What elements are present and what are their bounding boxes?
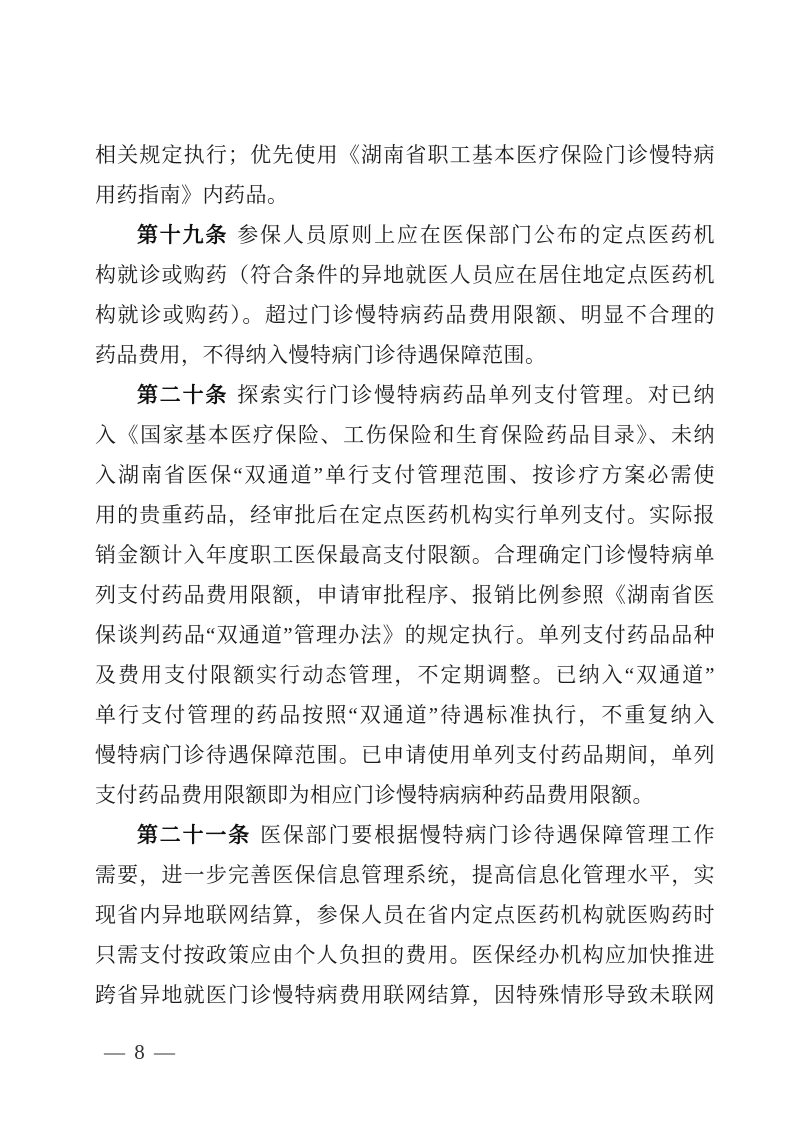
line-text: 入《国家基本医疗保险、工伤保险和生育保险药品目录》、未纳 <box>95 423 715 447</box>
text-body <box>95 135 715 1015</box>
line-text: 构就诊或购药）。超过门诊慢特病药品费用限额、明显不合理的 <box>95 303 715 327</box>
text-line <box>95 455 715 495</box>
text-line <box>95 695 715 735</box>
line-text: 构就诊或购药（符合条件的异地就医人员应在居住地定点医药机 <box>95 263 715 287</box>
text-line <box>95 615 715 655</box>
line-text: 现省内异地联网结算，参保人员在省内定点医药机构就医购药时 <box>95 903 715 927</box>
line-text: 销金额计入年度职工医保最高支付限额。合理确定门诊慢特病单 <box>95 543 715 567</box>
text-line <box>95 735 715 775</box>
line-text: 跨省异地就医门诊慢特病费用联网结算，因特殊情形导致未联网 <box>95 983 715 1007</box>
text-line <box>95 415 715 455</box>
line-text: 医保部门要根据慢特病门诊待遇保障管理工作 <box>260 823 715 847</box>
line-text: 单行支付管理的药品按照“双通道”待遇标准执行，不重复纳入 <box>95 703 715 727</box>
text-line <box>95 175 715 215</box>
line-text: 用药指南》内药品。 <box>95 183 289 207</box>
line-text: 只需支付按政策应由个人负担的费用。医保经办机构应加快推进 <box>95 943 715 967</box>
line-text: 探索实行门诊慢特病药品单列支付管理。对已纳 <box>237 383 715 407</box>
text-line <box>95 535 715 575</box>
text-line <box>95 135 715 175</box>
line-text: 需要，进一步完善医保信息管理系统，提高信息化管理水平，实 <box>95 863 715 887</box>
article-number: 第二十条 <box>137 384 229 407</box>
line-text: 入湖南省医保“双通道”单行支付管理范围、按诊疗方案必需使 <box>95 463 715 487</box>
text-line <box>95 895 715 935</box>
line-text: 及费用支付限额实行动态管理，不定期调整。已纳入“双通道” <box>95 663 715 687</box>
line-text: 药品费用，不得纳入慢特病门诊待遇保障范围。 <box>95 343 547 367</box>
line-text: 支付药品费用限额即为相应门诊慢特病病种药品费用限额。 <box>95 783 654 807</box>
line-text: 保谈判药品“双通道”管理办法》的规定执行。单列支付药品品种 <box>95 623 715 647</box>
line-text: 慢特病门诊待遇保障范围。已申请使用单列支付药品期间，单列 <box>95 743 715 767</box>
article-number: 第二十一条 <box>137 824 252 847</box>
text-line <box>95 975 715 1015</box>
line-text: 相关规定执行；优先使用《湖南省职工基本医疗保险门诊慢特病 <box>95 143 715 167</box>
article-number: 第十九条 <box>137 224 229 247</box>
text-line <box>95 655 715 695</box>
text-line <box>95 935 715 975</box>
line-text: 参保人员原则上应在医保部门公布的定点医药机 <box>237 223 715 247</box>
text-line <box>95 575 715 615</box>
text-line <box>95 815 715 855</box>
text-line <box>95 215 715 255</box>
text-line <box>95 855 715 895</box>
text-line <box>95 255 715 295</box>
text-line <box>95 775 715 815</box>
text-line <box>95 295 715 335</box>
text-line <box>95 495 715 535</box>
line-text: 列支付药品费用限额，申请审批程序、报销比例参照《湖南省医 <box>95 583 715 607</box>
text-line <box>95 375 715 415</box>
line-text: 用的贵重药品，经审批后在定点医药机构实行单列支付。实际报 <box>95 503 715 527</box>
page-number: — 8 — <box>104 1040 177 1064</box>
text-line <box>95 335 715 375</box>
